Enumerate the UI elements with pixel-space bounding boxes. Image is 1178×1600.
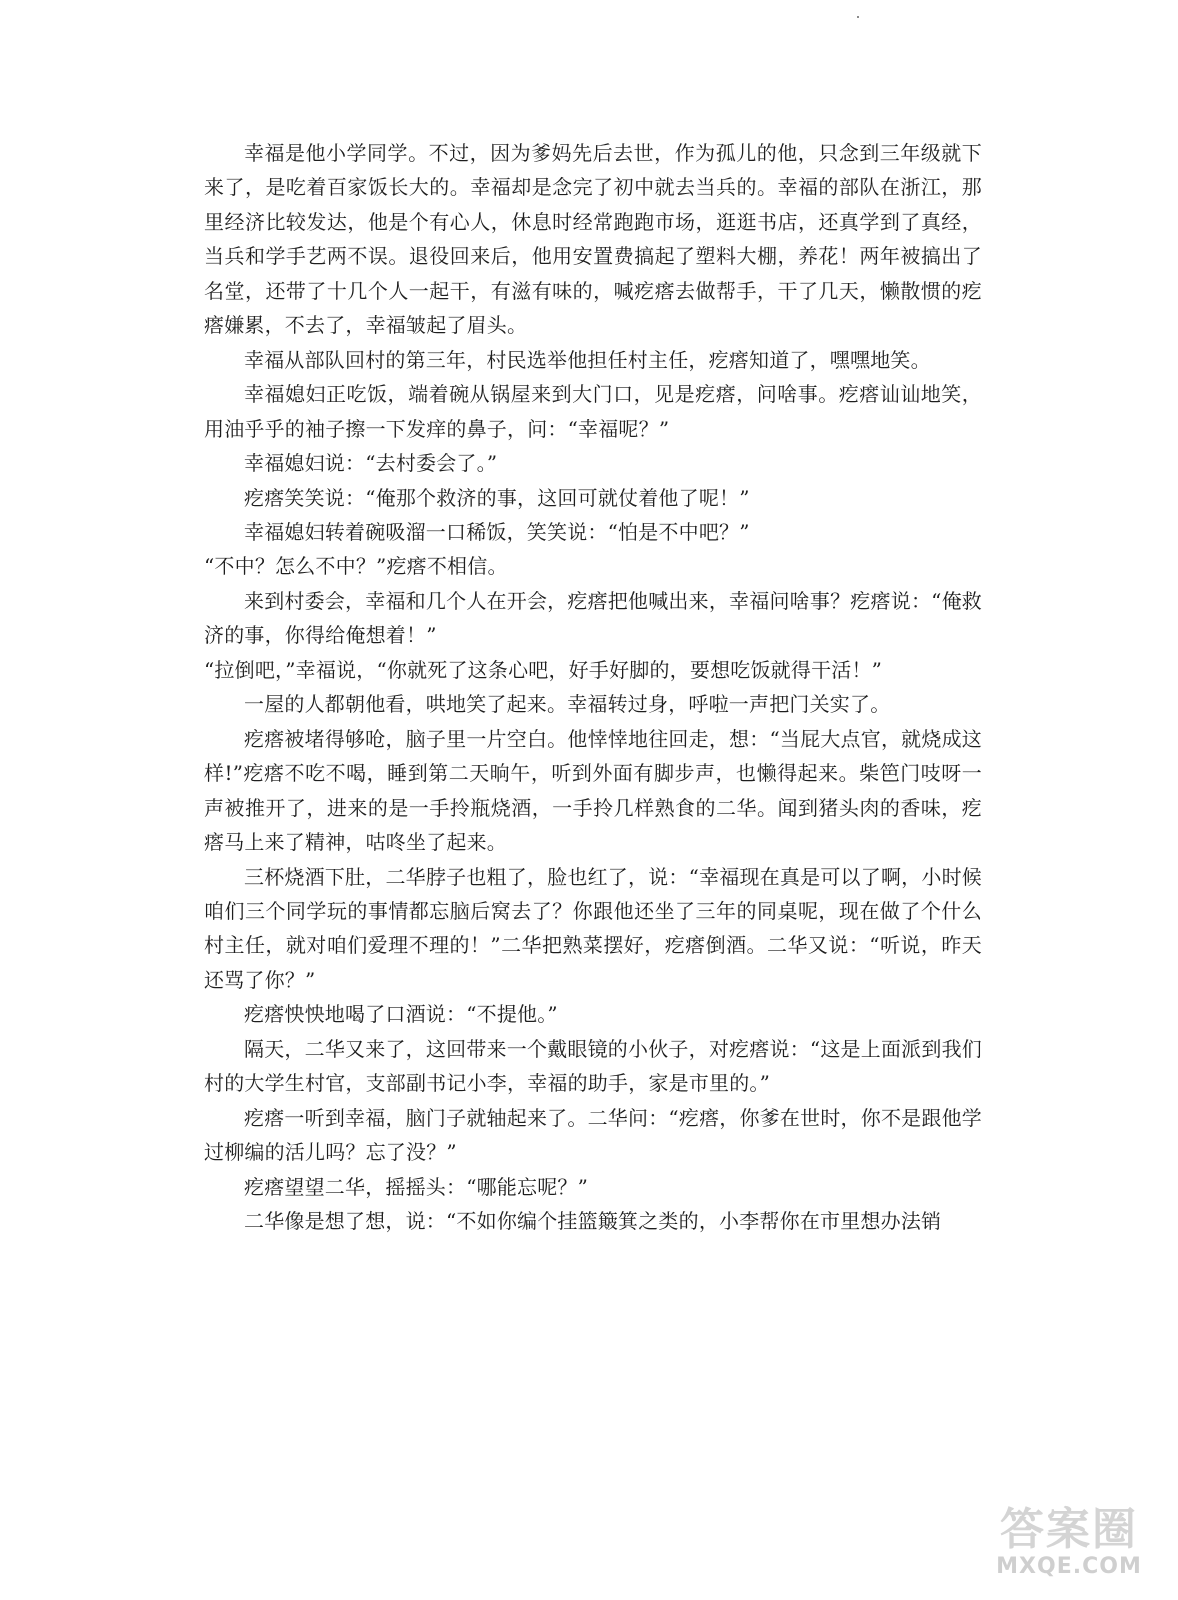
- paragraph: 疙瘩望望二华，摇摇头：“哪能忘呢？”: [244, 1174, 589, 1199]
- paragraph: 疙瘩怏怏地喝了口酒说：“不提他。”: [244, 1002, 558, 1027]
- paragraph: 一屋的人都朝他看，哄地笑了起来。幸福转过身，呼啦一声把门关实了。: [244, 692, 891, 717]
- paragraph: 幸福从部队回村的第三年，村民选举他担任村主任，疙瘩知道了，嘿嘿地笑。: [244, 347, 931, 372]
- paragraph: 隔天，二华又来了，这回带来一个戴眼镜的小伙子，对疙瘩说：“这是上面派到我们村的大学生村官，支部副书记小李，幸福的助手，家是市里的。”: [204, 1036, 982, 1096]
- watermark-logo: [974, 1506, 1164, 1586]
- paragraph: 来到村委会，幸福和几个人在开会，疙瘩把他喊出来，幸福问啥事？疙瘩说：“俺救济的事，你得给俺想着！”: [204, 588, 982, 648]
- paragraph: 二华像是想了想，说：“不如你编个挂篮簸箕之类的，小李帮你在市里想办法销: [244, 1209, 942, 1234]
- paragraph: 疙瘩笑笑说：“俺那个救济的事，这回可就仗着他了呢！”: [244, 485, 750, 510]
- paragraph: 幸福媳妇转着碗吸溜一口稀饭，笑笑说：“怕是不中吧？”: [244, 519, 750, 544]
- paragraph: 幸福媳妇说：“去村委会了。”: [244, 451, 498, 476]
- story-text: [204, 136, 982, 1239]
- paragraph: 幸福是他小学同学。不过，因为爹妈先后去世，作为孤儿的他，只念到三年级就下来了，是吃着百家饭长大的。幸福却是念完了初中就去当兵的。幸福的部队在浙江，那里经济比较发达，他是个有心人，休息时经常跑跑市场，逛逛书店，还真学到了真经，当兵和学手艺两不误。退役回来后，他用安置费搞起了塑料大棚，养花！两年被搞出了名堂，还带了十几个人一起干，有滋有味的，喊疙瘩去做帮手，干了几天，懒散惯的疙瘩嫌累，不去了，幸福皱起了眉头。: [204, 141, 982, 338]
- scan-speck: [857, 16, 859, 18]
- paragraph: “拉倒吧，”幸福说，“你就死了这条心吧，好手好脚的，要想吃饭就得干活！”: [204, 657, 883, 682]
- paragraph: 三杯烧酒下肚，二华脖子也粗了，脸也红了，说：“幸福现在真是可以了啊，小时候咱们三个同学玩的事情都忘脑后窝去了？你跟他还坐了三年的同桌呢，现在做了个什么村主任，就对咱们爱理不理的！”二华把熟菜摆好，疙瘩倒酒。二华又说：“听说，昨天还骂了你？”: [204, 864, 982, 992]
- paragraph: 疙瘩被堵得够呛，脑子里一片空白。他悻悻地往回走，想：“当屁大点官，就烧成这样!”疙瘩不吃不喝，睡到第二天晌午，听到外面有脚步声，也懒得起来。柴笆门吱呀一声被推开了，进来的是一手拎瓶烧酒，一手拎几样熟食的二华。闻到猪头肉的香味，疙瘩马上来了精神，咕咚坐了起来。: [204, 726, 982, 855]
- paragraph: “不中？怎么不中？”疙瘩不相信。: [204, 554, 508, 579]
- paragraph: 疙瘩一听到幸福，脑门子就轴起来了。二华问：“疙瘩，你爹在世时，你不是跟他学过柳编的活儿吗？忘了没？”: [204, 1105, 982, 1165]
- watermark-main-text: 答案圈: [1000, 1504, 1138, 1555]
- watermark-site-text: MXQE.COM: [996, 1554, 1142, 1579]
- paragraph: 幸福媳妇正吃饭，端着碗从锅屋来到大门口，见是疙瘩，问啥事。疙瘩讪讪地笑，用油乎乎的袖子擦一下发痒的鼻子，问：“幸福呢？”: [204, 382, 982, 441]
